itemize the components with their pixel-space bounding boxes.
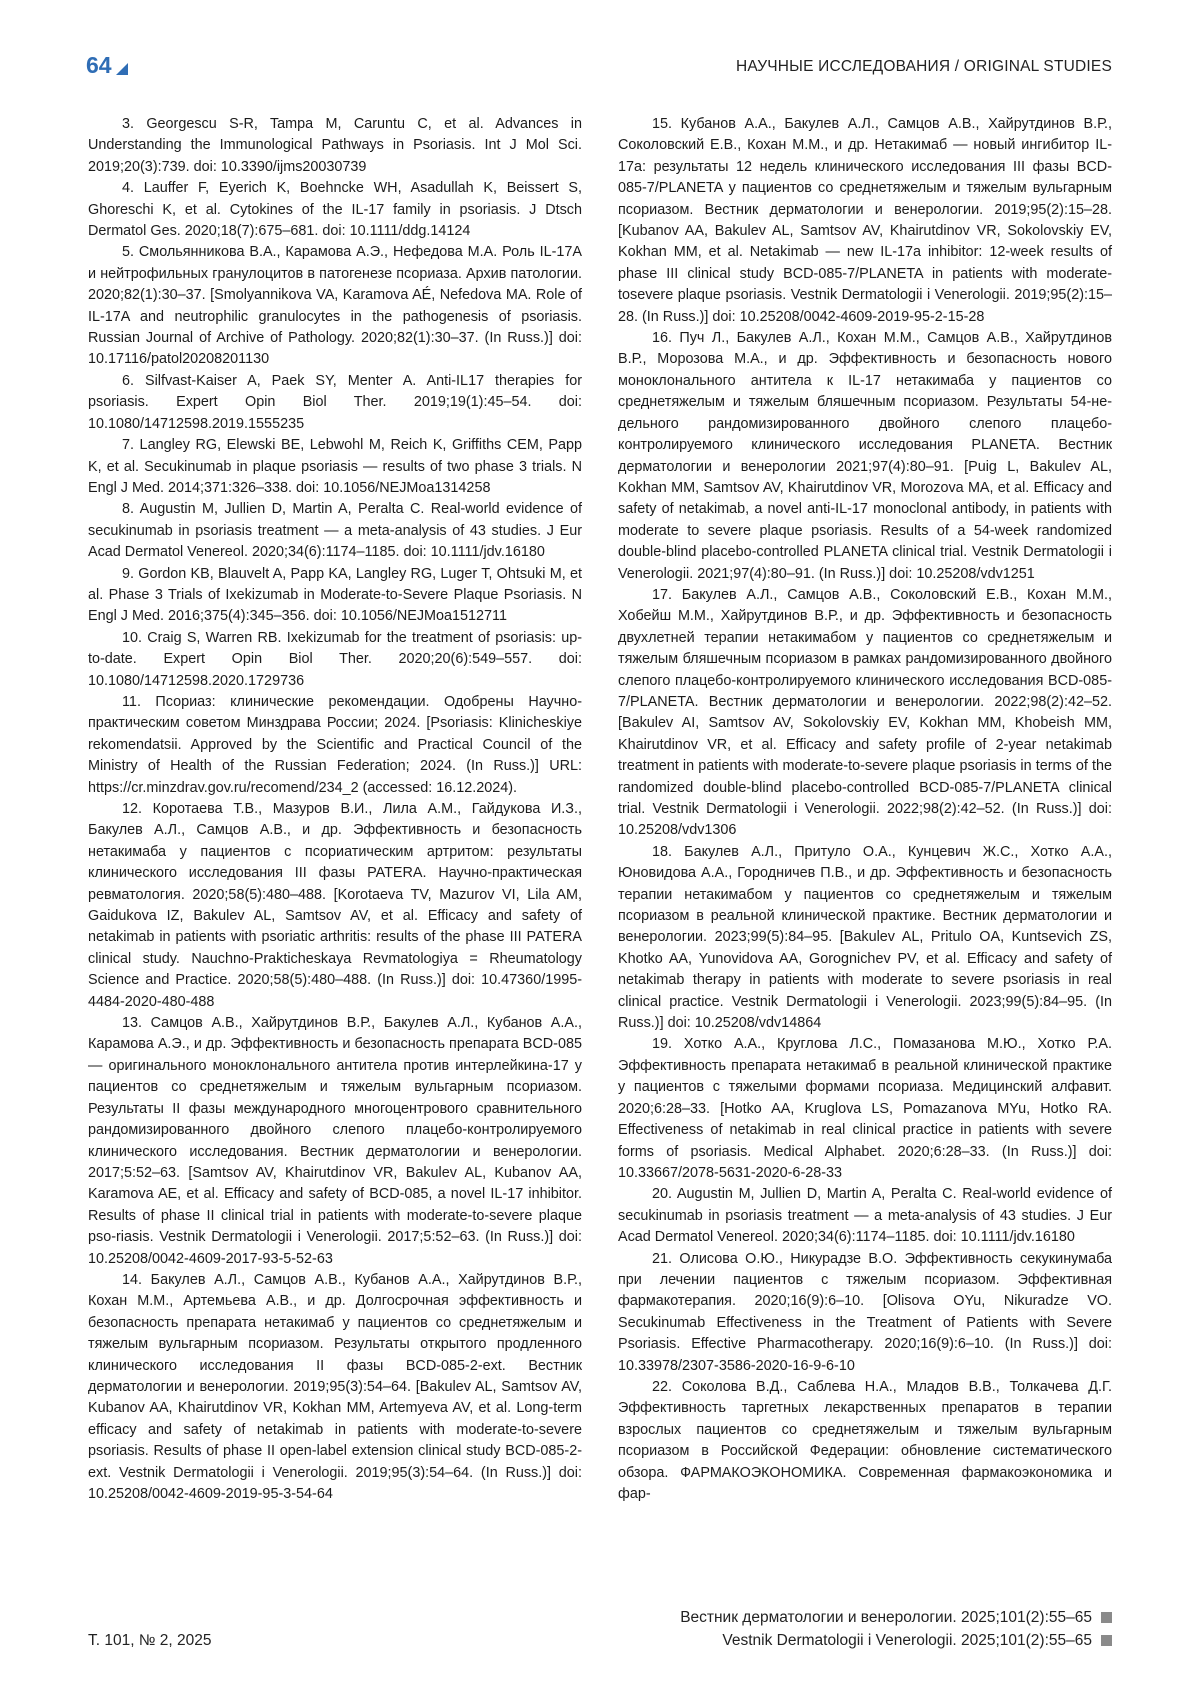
reference-7: 7. Langley RG, Elewski BE, Lebwohl M, Reich K, Griffiths CEM, Papp K, et al. Secukinumab in plaque psoriasis — results of two phase 3 trials. N Engl J Med. 2014;371:326–338. doi: 10.1056/NEJMoa1314258 (88, 437, 582, 496)
reference-16: 16. Пуч Л., Бакулев А.Л., Кохан М.М., Самцов А.В., Хайрутдинов В.Р., Морозова М.А., и др. Эффективность и безопасность нового моноклонального антитела к IL-17 нетакимаба у пациентов со среднетяжелым и тяжелым бляшечным псориазом. Результаты 54-не-дельного рандомизированного двойного слепого плацебо-контролируемого клинического исследования PLANETA. Вестник дерматологии и венерологии 2021;97(4):80–91. [Puig L, Bakulev AL, Kokhan MM, Samtsov AV, Khairutdinov VR, Morozova MA, et al. Efficacy and safety of netakimab, a novel anti-IL-17 monoclonal antibody, in patients with moderate to severe plaque psoriasis. Results of a 54-week randomized double-blind placebo-controlled PLANETA clinical trial. Vestnik Dermatologii i Venerologii. 2021;97(4):80–91. (In Russ.)] doi: 10.25208/vdv1251 (618, 330, 1112, 582)
reference-14: 14. Бакулев А.Л., Самцов А.В., Кубанов А.А., Хайрутдинов В.Р., Кохан М.М., Артемьева А.В., и др. Долгосрочная эффективность и безопасность препарата нетакимаб у пациентов со среднетяжелым и тяжелым вульгарным псориазом. Результаты открытого продленного клинического исследования II фазы BCD-085-2-ext. Вестник дерматологии и венерологии. 2019;95(3):54–64. [Bakulev AL, Samtsov AV, Kubanov AA, Khairutdinov VR, Kokhan MM, Artemyeva AV, et al. Long-term efficacy and safety of netakimab in patients with moderate-to-severe psoriasis. Results of phase II open-label extension clinical study BCD-085-2-ext. Vestnik Dermatologii i Venerologii. 2019;95(3):54–64. (In Russ.)] doi: 10.25208/0042-4609-2019-95-3-54-64 (88, 1271, 582, 1502)
reference-13: 13. Самцов А.В., Хайрутдинов В.Р., Бакулев А.Л., Кубанов А.А., Карамова А.Э., и др. Эффективность и безопасность препарата BCD-085 — оригинального моноклонального антитела против интерлейкина-17 у пациентов со среднетяжелым и тяжелым вульгарным псориазом. Результаты II фазы международного многоцентрового сравнительного рандомизированного двойного слепого плацебо-контролируемого клинического исследования. Вестник дерматологии и венерологии. 2017;5:52–63. [Samtsov AV, Khairutdinov VR, Bakulev AL, Kubanov AA, Karamova AE, et al. Efficacy and safety of BCD-085, a novel IL-17 inhibitor. Results of phase II clinical trial in patients with moderate-to-severe plaque pso-riasis. Vestnik Dermatologii i Venerologii. 2017;5:52–63. (In Russ.)] doi: 10.25208/0042-4609-2017-93-5-52-63 (88, 1015, 582, 1267)
reference-15: 15. Кубанов А.А., Бакулев А.Л., Самцов А.В., Хайрутдинов В.Р., Соколовский Е.В., Кохан М.М., и др. Нетакимаб — новый ингибитор IL-17a: результаты 12 недель клинического исследования III фазы BCD-085-7/PLANETA у пациентов со среднетяжелым и тяжелым вульгарным псориазом. Вестник дерматологии и венерологии. 2019;95(2):15–28. [Kubanov AA, Bakulev AL, Samtsov AV, Khairutdinov VR, Sokolovskiy EV, Kokhan MM, et al. Netakimab — new IL-17a inhibitor: 12-week results of phase III clinical study BCD-085-7/PLANETA in patients with moderate-tosevere plaque psoriasis. Vestnik Dermatologii i Venerologii. 2019;95(2):15–28. (In Russ.)] doi: 10.25208/0042-4609-2019-95-2-15-28 (618, 116, 1112, 325)
square-bullet-icon (1101, 1635, 1112, 1646)
reference-9: 9. Gordon KB, Blauvelt A, Papp KA, Langley RG, Luger T, Ohtsuki M, et al. Phase 3 Trials of Ixekizumab in Moderate-to-Severe Plaque Psoriasis. N Engl J Med. 2016;375(4):345–356. doi: 10.1056/NEJMoa1512711 (88, 565, 582, 625)
journal-citation (680, 1606, 1112, 1652)
right-column (618, 114, 1112, 1505)
volume-issue: Т. 101, № 2, 2025 (88, 1632, 212, 1649)
left-column (88, 114, 582, 1505)
reference-22: 22. Соколова В.Д., Саблева Н.А., Младов В.В., Толкачева Д.Г. Эффективность таргетных лекарственных препаратов в терапии взрослых пациентов со среднетяжелым и тяжелым вульгарным псориазом в Российской Федерации: обновление систематического обзора. ФАРМАКОЭКОНОМИКА. Современная фармакоэкономика и фар- (618, 1378, 1112, 1502)
reference-8: 8. Augustin M, Jullien D, Martin A, Peralta C. Real-world evidence of secukinumab in psoriasis treatment — a meta-analysis of 43 studies. J Eur Acad Dermatol Venereol. 2020;34(6):1174–1185. doi: 10.1111/jdv.16180 (88, 501, 582, 561)
references-body (88, 114, 1112, 1505)
journal-citation-ru-line (680, 1606, 1112, 1629)
corner-triangle-icon (116, 63, 128, 75)
journal-citation-en: Vestnik Dermatologii i Venerologii. 2025;101(2):55–65 (722, 1632, 1092, 1649)
journal-citation-en-line (680, 1629, 1112, 1652)
page-number-text: 64 (86, 52, 112, 78)
reference-11: 11. Псориаз: клинические рекомендации. Одобрены Научно-практическим советом Минздрава России; 2024. [Psoriasis: Klinicheskiye rekomendatsii. Approved by the Scientific and Practical Council of the Ministry of Health of the Russian Federation; 2024. (In Russ.)] URL: https://cr.minzdrav.gov.ru/recomend/234_2 (accessed: 16.12.2024). (88, 693, 582, 796)
running-head: НАУЧНЫЕ ИССЛЕДОВАНИЯ / ORIGINAL STUDIES (735, 58, 1112, 75)
reference-19: 19. Хотко А.А., Круглова Л.С., Помазанова М.Ю., Хотко Р.А. Эффективность препарата нетакимаб в реальной клинической практике у пациентов с тяжелыми формами псориаза. Медицинский алфавит. 2020;6:28–33. [Hotko AA, Kruglova LS, Pomazanova MYu, Hotko RA. Effectiveness of netakimab in real clinical practice in patients with severe forms of psoriasis. Medical Alphabet. 2020;6:28–33. (In Russ.)] doi: 10.33667/2078-5631-2020-6-28-33 (618, 1036, 1112, 1181)
reference-17: 17. Бакулев А.Л., Самцов А.В., Соколовский Е.В., Кохан М.М., Хобейш М.М., Хайрутдинов В.Р., и др. Эффективность и безопасность двухлетней терапии нетакимабом у пациентов со среднетяжелым и тяжелым бляшечным псориазом в рамках рандомизированного двойного слепого плацебо-контролируемого клинического исследования BCD-085-7/PLANETA. Вестник дерматологии и венерологии. 2022;98(2):42–52. [Bakulev AI, Samtsov AV, Sokolovskiy EV, Kokhan MM, Khobeish MM, Khairutdinov VR, et al. Efficacy and safety profile of 2-year netakimab treatment in patients with moderate-to-severe plaque psoriasis in terms of the randomized double-blind placebo-controlled BCD-085-7/PLANETA clinical trial. Vestnik Dermatologii i Venerologii. 2022;98(2):42–52. (In Russ.)] doi: 10.25208/vdv1306 (618, 586, 1112, 839)
reference-4: 4. Lauffer F, Eyerich K, Boehncke WH, Asadullah K, Beissert S, Ghoreschi K, et al. Cytokines of the IL-17 family in psoriasis. J Dtsch Dermatol Ges. 2020;18(7):675–681. doi: 10.1111/ddg.14124 (88, 180, 582, 240)
square-bullet-icon (1101, 1612, 1112, 1623)
reference-21: 21. Олисова О.Ю., Никурадзе В.О. Эффективность секукинумаба при лечении пациентов с тяжелым псориазом. Эффективная фармакотерапия. 2020;16(9):6–10. [Olisova OYu, Nikuradze VO. Secukinumab Effectiveness in the Treatment of Patients with Severe Psoriasis. Effective Pharmacotherapy. 2020;16(9):6–10. (In Russ.)] doi: 10.33978/2307-3586-2020-16-9-6-10 (618, 1250, 1112, 1374)
reference-10: 10. Craig S, Warren RB. Ixekizumab for the treatment of psoriasis: up-to-date. Expert Opin Biol Ther. 2020;20(6):549–557. doi: 10.1080/14712598.2020.1729736 (88, 629, 582, 689)
reference-6: 6. Silfvast-Kaiser A, Paek SY, Menter A. Anti-IL17 therapies for psoriasis. Expert Opin Biol Ther. 2019;19(1):45–54. doi: 10.1080/14712598.2019.1555235 (88, 372, 582, 432)
reference-18: 18. Бакулев А.Л., Притуло О.А., Кунцевич Ж.С., Хотко А.А., Юновидова А.А., Городничев П.В., и др. Эффективность и безопасность терапии нетакимабом у пациентов со среднетяжелым и тяжелым псориазом в реальной клинической практике. Вестник дерматологии и венерологии. 2023;99(5):84–95. [Bakulev AL, Pritulo OA, Kuntsevich ZS, Khotko AA, Yunovidova AA, Gorognichev PV, et al. Efficacy and safety of netakimab therapy in patients with moderate to severe psoriasis in real clinical practice. Vestnik Dermatologii i Venerologii. 2023;99(5):84–95. (In Russ.)] doi: 10.25208/vdv14864 (618, 843, 1112, 1032)
reference-12: 12. Коротаева Т.В., Мазуров В.И., Лила А.М., Гайдукова И.З., Бакулев А.Л., Самцов А.В., и др. Эффективность и безопасность нетакимаба у пациентов с псориатическим артритом: результаты клинического исследования III фазы PATERA. Научно-практическая ревматология. 2020;58(5):480–488. [Korotaeva TV, Mazurov VI, Lila AM, Gaidukova IZ, Bakulev AL, Samtsov AV, et al. Efficacy and safety of netakimab in patients with psoriatic arthritis: results of the phase III PATERA clinical study. Nauchno-Prakticheskaya Revmatologiya = Rheumatology Science and Practice. 2020;58(5):480–488. (In Russ.)] doi: 10.47360/1995-4484-2020-480-488 (88, 801, 582, 1010)
reference-3: 3. Georgescu S-R, Tampa M, Caruntu C, et al. Advances in Understanding the Immunological Pathways in Psoriasis. Int J Mol Sci. 2019;20(3):739. doi: 10.3390/ijms20030739 (88, 116, 582, 175)
journal-citation-ru: Вестник дерматологии и венерологии. 2025;101(2):55–65 (680, 1609, 1092, 1626)
reference-20: 20. Augustin M, Jullien D, Martin A, Peralta C. Real-world evidence of secukinumab in psoriasis treatment — a meta-analysis of 43 studies. J Eur Acad Dermatol Venereol. 2020;34(6):1174–1185. doi: 10.1111/jdv.16180 (618, 1186, 1112, 1246)
reference-5: 5. Смольянникова В.А., Карамова А.Э., Нефедова М.А. Роль IL-17A и нейтрофильных гранулоцитов в патогенезе псориаза. Архив патологии. 2020;82(1):30–37. [Smolyannikova VA, Karamova AÉ, Nefedova MA. Role of IL-17A and neutrophilic granulocytes in the pathogenesis of psoriasis. Russian Journal of Archive of Pathology. 2020;82(1):30–37. (In Russ.)] doi: 10.17116/patol20208201130 (88, 244, 582, 368)
page-number (86, 52, 128, 79)
